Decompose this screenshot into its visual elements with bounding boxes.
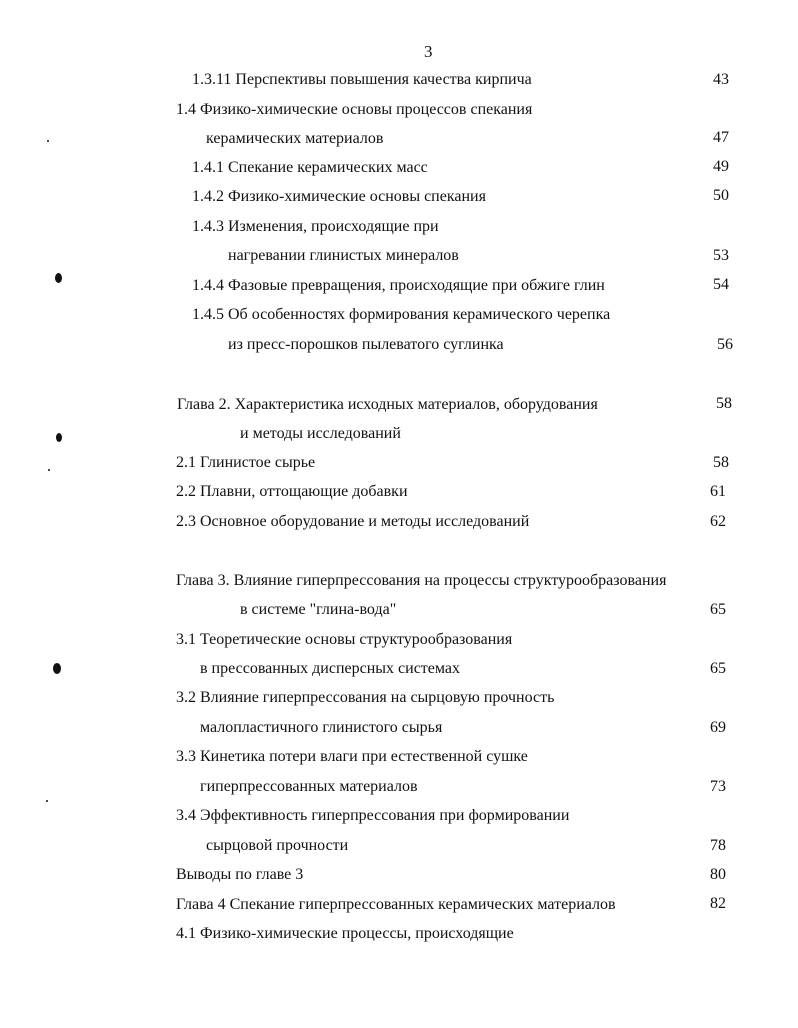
toc-entry-title: керамических материалов — [206, 130, 384, 147]
toc-entry-title: нагревании глинистых минералов — [228, 247, 459, 264]
toc-entry-title: 1.4.4 Фазовые превращения, происходящие при обжиге глин — [192, 277, 605, 294]
toc-entry-title: 3.1 Теоретические основы структурообразования — [176, 631, 513, 648]
toc-entry-page: 73 — [710, 778, 726, 795]
toc-entry-title: 1.4.2 Физико-химические основы спекания — [192, 188, 486, 205]
toc-entry-title: 2.1 Глинистое сырье — [176, 454, 316, 471]
toc-entry-title: 2.2 Плавни, оттощающие добавки — [176, 483, 408, 500]
toc-entry-page: 58 — [713, 454, 729, 471]
toc-entry-page: 58 — [716, 395, 732, 412]
toc-entry-page: 43 — [713, 71, 729, 88]
toc-entry-page: 61 — [710, 483, 726, 500]
toc-entry-page: 56 — [717, 336, 733, 353]
toc-entry-title: в системе "глина-вода" — [240, 601, 397, 618]
toc-entry-page: 82 — [710, 895, 726, 912]
toc-entry-page: 49 — [713, 158, 729, 175]
toc-entry-title: Глава 3. Влияние гиперпрессования на процессы структурообразования — [176, 572, 667, 589]
scan-speck-decoration — [47, 140, 49, 142]
toc-entry-page: 54 — [713, 276, 729, 293]
toc-entry-title: гиперпрессованных материалов — [200, 778, 418, 795]
toc-entry-title: 3.3 Кинетика потери влаги при естественной сушке — [176, 748, 528, 765]
toc-entry-title: 4.1 Физико-химические процессы, происходящие — [176, 925, 514, 942]
scan-speck-decoration — [46, 800, 48, 802]
toc-entry-page: 62 — [710, 513, 726, 530]
toc-entry-title: 1.4.5 Об особенностях формирования керамического черепка — [192, 306, 611, 323]
toc-entry-title: Выводы по главе 3 — [176, 866, 304, 883]
toc-entry-page: 65 — [710, 660, 726, 677]
toc-entry-title: и методы исследований — [240, 425, 401, 442]
scan-speck-decoration — [53, 663, 61, 674]
toc-entry-title: 1.3.11 Перспективы повышения качества кирпича — [192, 71, 532, 88]
toc-entry-title: малопластичного глинистого сырья — [200, 719, 443, 736]
toc-entry-title: 3.4 Эффективность гиперпрессования при формировании — [176, 807, 570, 824]
toc-entry-title: 1.4.3 Изменения, происходящие при — [192, 218, 439, 235]
toc-entry-title: Глава 4 Спекание гиперпрессованных керамических материалов — [176, 896, 616, 913]
toc-entry-title: Глава 2. Характеристика исходных материалов, оборудования — [177, 396, 598, 413]
toc-entry-page: 80 — [710, 866, 726, 883]
toc-entry-title: 1.4 Физико-химические основы процессов спекания — [176, 101, 533, 118]
toc-entry-page: 53 — [713, 247, 729, 264]
toc-entry-page: 78 — [710, 837, 726, 854]
toc-entry-page: 69 — [710, 719, 726, 736]
scan-speck-decoration — [56, 433, 62, 442]
toc-entry-page: 65 — [710, 601, 726, 618]
scan-speck-decoration — [55, 273, 62, 283]
toc-entry-title: в прессованных дисперсных системах — [200, 660, 460, 677]
toc-entry-title: 1.4.1 Спекание керамических масс — [192, 159, 428, 176]
toc-entry-title: сырцовой прочности — [206, 837, 349, 854]
toc-entry-title: 3.2 Влияние гиперпрессования на сырцовую прочность — [176, 689, 555, 706]
scan-speck-decoration — [48, 469, 50, 471]
toc-entry-page: 47 — [713, 129, 729, 146]
toc-entry-title: из пресс-порошков пылеватого суглинка — [228, 336, 504, 353]
page-number: 3 — [424, 42, 433, 61]
toc-entry-title: 2.3 Основное оборудование и методы исследований — [176, 513, 530, 530]
toc-entry-page: 50 — [713, 187, 729, 204]
